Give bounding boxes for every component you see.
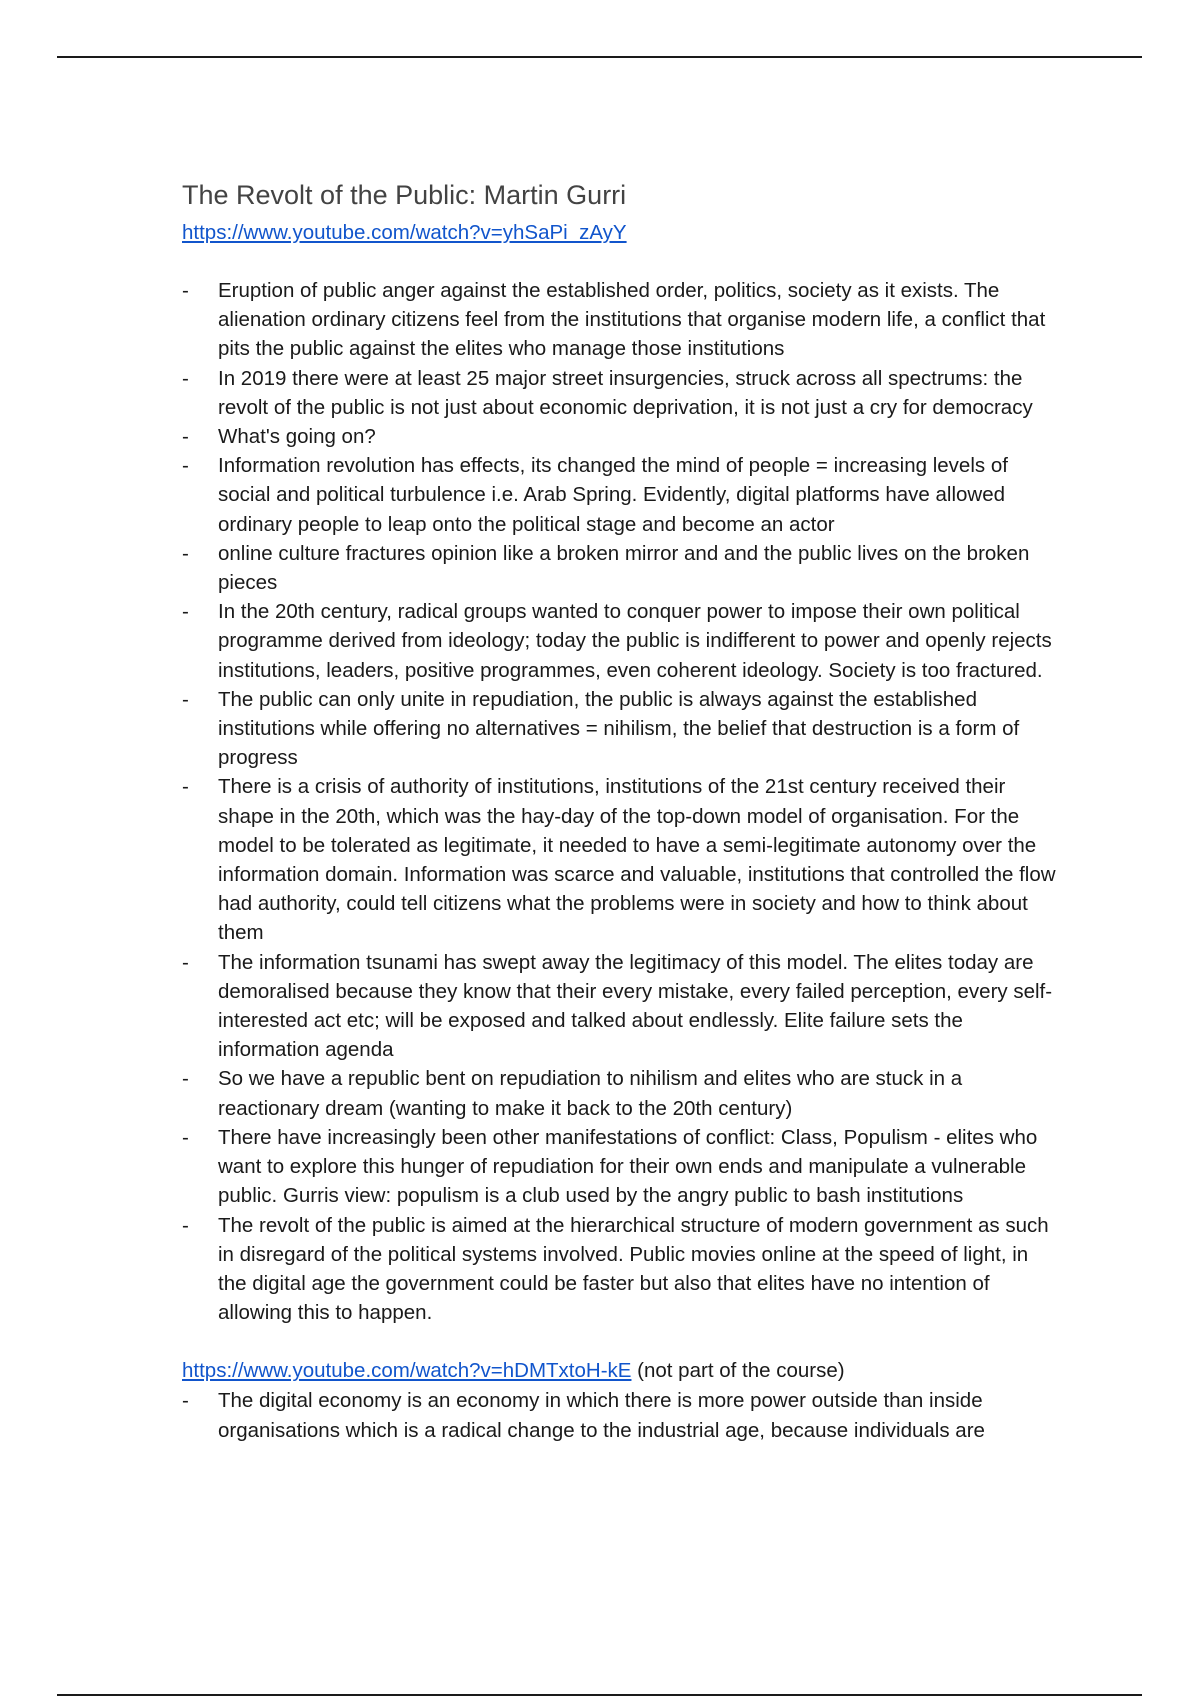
list-item <box>182 539 1062 597</box>
bullet-dash: - <box>182 950 189 974</box>
list-item-text: The public can only unite in repudiation, the public is always against the established institutions while offering no alternatives = nihilism, the belief that destruction is a form of progress <box>218 687 1020 770</box>
list-item-text: Eruption of public anger against the established order, politics, society as it exists. The alienation ordinary citizens feel from the institutions that organise modern life, a conflict that pits the public against the elites who manage those institutions <box>218 279 1046 361</box>
list-item-text: The digital economy is an economy in which there is more power outside than inside organisations which is a radical change to the industrial age, because individuals are <box>218 1389 985 1442</box>
bullet-list <box>182 276 1062 1327</box>
list-item <box>182 597 1062 685</box>
top-rule <box>57 56 1142 58</box>
document-body <box>182 172 1062 1445</box>
list-item-text: In the 20th century, radical groups wanted to conquer power to impose their own political programme derived from ideology; today the public is indifferent to power and openly rejects institutions, leaders, positive programmes, even coherent ideology. Society is too fractured. <box>218 600 1052 682</box>
list-item <box>182 276 1062 364</box>
bullet-dash: - <box>182 454 189 478</box>
list-item <box>182 948 1062 1065</box>
list-item <box>182 422 1062 451</box>
list-item <box>182 772 1062 947</box>
youtube-link-1[interactable]: https://www.youtube.com/watch?v=yhSaPi_zAyY <box>182 221 627 244</box>
list-item <box>182 1386 1062 1444</box>
second-source-line <box>182 1356 1062 1386</box>
bullet-dash: - <box>182 687 189 711</box>
list-item <box>182 1123 1062 1211</box>
link-note: (not part of the course) <box>631 1359 845 1383</box>
list-item-text: So we have a republic bent on repudiation to nihilism and elites who are stuck in a reactionary dream (wanting to make it back to the 20th century) <box>218 1067 963 1120</box>
list-item-text: Information revolution has effects, its changed the mind of people = increasing levels of social and political turbulence i.e. Arab Spring. Evidently, digital platforms have allowed ordinary people to leap onto the political stage and become an actor <box>218 454 1008 536</box>
bullet-dash: - <box>182 541 189 565</box>
list-item <box>182 364 1062 422</box>
youtube-link-2[interactable]: https://www.youtube.com/watch?v=hDMTxtoH-kE <box>182 1359 632 1383</box>
bullet-dash: - <box>182 1067 189 1091</box>
list-item-text: online culture fractures opinion like a broken mirror and and the public lives on the broken pieces <box>218 541 1030 595</box>
bullet-list-2 <box>182 1386 1062 1444</box>
list-item-text: There have increasingly been other manifestations of conflict: Class, Populism - elites who want to explore this hunger of repudiation for their own ends and manipulate a vulnerable public. Gurris view: populism is a club used by the angry public to bash institutions <box>218 1125 1038 1208</box>
list-item <box>182 685 1062 773</box>
document-title: The Revolt of the Public: Martin Gurri <box>182 180 627 210</box>
list-item-text: What's going on? <box>218 425 376 449</box>
list-item <box>182 451 1062 539</box>
list-item-text: The revolt of the public is aimed at the hierarchical structure of modern government as such in disregard of the political systems involved. Public movies online at the speed of light, in the digital age the government could be faster but also that elites have no intention of allowing this to happen. <box>218 1213 1049 1325</box>
bullet-dash: - <box>182 366 189 390</box>
list-item-text: The information tsunami has swept away the legitimacy of this model. The elites today are demoralised because they know that their every mistake, every failed perception, every self-interested act etc; will be exposed and talked about endlessly. Elite failure sets the information agenda <box>218 950 1053 1062</box>
bullet-dash: - <box>182 1389 189 1413</box>
bullet-dash: - <box>182 1213 189 1237</box>
list-item-text: There is a crisis of authority of institutions, institutions of the 21st century received their shape in the 20th, which was the hay-day of the top-down model of organisation. For the model to be tolerated as legitimate, it needed to have a semi-legitimate autonomy over the information domain. Information was scarce and valuable, institutions that controlled the flow had authority, could tell citizens what the problems were in society and how to think about them <box>218 775 1056 945</box>
bullet-dash: - <box>182 279 189 302</box>
bullet-dash: - <box>182 600 189 624</box>
list-item-text: In 2019 there were at least 25 major street insurgencies, struck across all spectrums: the revolt of the public is not just about economic deprivation, it is not just a cry for democracy <box>218 366 1033 419</box>
list-item <box>182 1064 1062 1122</box>
bullet-dash: - <box>182 425 189 449</box>
bottom-rule <box>57 1694 1142 1696</box>
bullet-dash: - <box>182 1125 189 1149</box>
bullet-dash: - <box>182 775 189 799</box>
list-item <box>182 1211 1062 1328</box>
